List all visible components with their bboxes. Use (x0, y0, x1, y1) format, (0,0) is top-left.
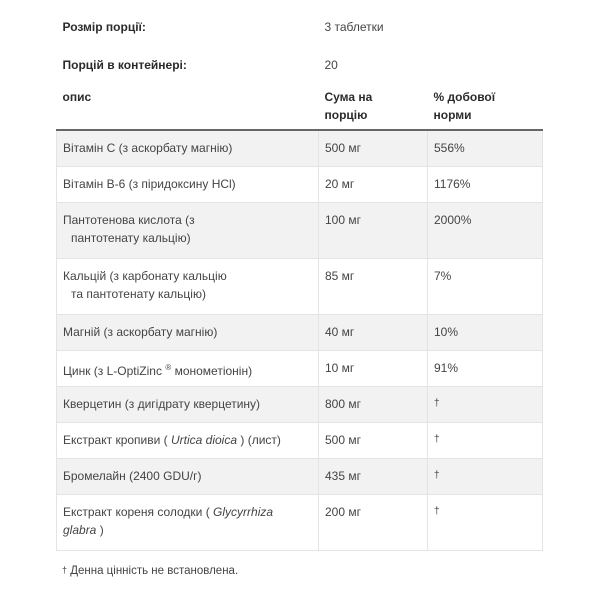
column-header-dv-line2: норми (433, 108, 472, 122)
column-header-amount-line2: порцію (324, 108, 368, 122)
nutrient-daily-value: 10% (428, 314, 543, 350)
footnote-text: Денна цінність не встановлена. (67, 565, 239, 577)
nutrient-amount: 20 мг (319, 166, 428, 202)
nutrient-name-pre: Екстракт кореня солодки ( (63, 504, 214, 519)
nutrient-name-latin-2: glabra (63, 522, 97, 537)
footnote (62, 565, 238, 577)
nutrient-name-post: ) (лист) (237, 432, 281, 447)
nutrient-name: Бромелайн (2400 GDU/г) (57, 458, 319, 494)
nutrient-daily-value: † (428, 494, 543, 550)
nutrient-daily-value: 1176% (428, 166, 543, 202)
nutrient-name-line2: та пантотенату кальцію) (71, 286, 206, 301)
column-header-row (57, 82, 543, 130)
serving-size-label: Розмір порції: (62, 20, 146, 34)
nutrient-daily-value: † (428, 458, 543, 494)
nutrient-name: Вітамін В-6 (з піридоксину HCl) (57, 166, 319, 202)
servings-label: Порцій в контейнері: (62, 58, 187, 72)
table-row (57, 386, 543, 422)
table-row (57, 258, 543, 314)
nutrient-name (57, 422, 319, 458)
footnote-mark: † (62, 565, 68, 575)
nutrient-name: Кверцетин (з дигідрату кверцетину) (57, 386, 319, 422)
serving-size-row (57, 8, 543, 45)
nutrient-amount: 435 мг (319, 458, 428, 494)
nutrient-name-pre: Екстракт кропиви ( (63, 432, 171, 447)
serving-size-value: 3 таблетки (324, 20, 384, 34)
nutrient-name-post: монометіонін) (171, 363, 253, 378)
nutrient-name-pre: Цинк (з L-OptiZinc (63, 363, 162, 378)
nutrient-amount: 200 мг (319, 494, 428, 550)
nutrient-name-post: ) (96, 522, 104, 537)
table-row (57, 422, 543, 458)
nutrient-name (57, 202, 319, 258)
table-row (57, 166, 543, 202)
registered-mark: ® (165, 362, 172, 372)
nutrient-daily-value: † (428, 422, 543, 458)
nutrient-amount: 500 мг (319, 422, 428, 458)
nutrient-daily-value: 2000% (428, 202, 543, 258)
nutrient-name-latin-1: Glycyrrhiza (213, 504, 274, 519)
nutrient-name-line2: пантотенату кальцію) (71, 230, 191, 245)
nutrient-daily-value: † (428, 386, 543, 422)
nutrient-name: Магній (з аскорбату магнію) (57, 314, 319, 350)
table-row (57, 202, 543, 258)
nutrient-name (57, 350, 319, 386)
nutrient-daily-value: 556% (428, 130, 543, 166)
column-header-dv-line1: % добової (433, 90, 496, 104)
supplement-facts-table (56, 8, 543, 551)
nutrient-amount: 40 мг (319, 314, 428, 350)
nutrient-amount: 800 мг (319, 386, 428, 422)
table-row (57, 458, 543, 494)
nutrient-amount: 500 мг (319, 130, 428, 166)
table-row (57, 494, 543, 550)
nutrient-daily-value: 7% (428, 258, 543, 314)
column-header-description: опис (57, 82, 319, 130)
nutrient-amount: 100 мг (319, 202, 428, 258)
nutrient-amount: 10 мг (319, 350, 428, 386)
table-row (57, 350, 543, 386)
nutrient-amount: 85 мг (319, 258, 428, 314)
supplement-facts (56, 8, 542, 551)
nutrient-name: Вітамін С (з аскорбату магнію) (57, 130, 319, 166)
table-row (57, 314, 543, 350)
nutrient-name-latin: Urtica dioica (171, 432, 238, 447)
nutrient-name-line1: Пантотенова кислота (з (63, 212, 195, 227)
servings-value: 20 (324, 58, 338, 72)
servings-per-container-row (57, 45, 543, 82)
column-header-amount-line1: Сума на (324, 90, 373, 104)
nutrient-daily-value: 91% (428, 350, 543, 386)
nutrient-name (57, 494, 319, 550)
column-header-amount (319, 82, 428, 130)
nutrient-name (57, 258, 319, 314)
table-row (57, 130, 543, 166)
nutrient-name-line1: Кальцій (з карбонату кальцію (63, 268, 227, 283)
column-header-daily-value (428, 82, 543, 130)
